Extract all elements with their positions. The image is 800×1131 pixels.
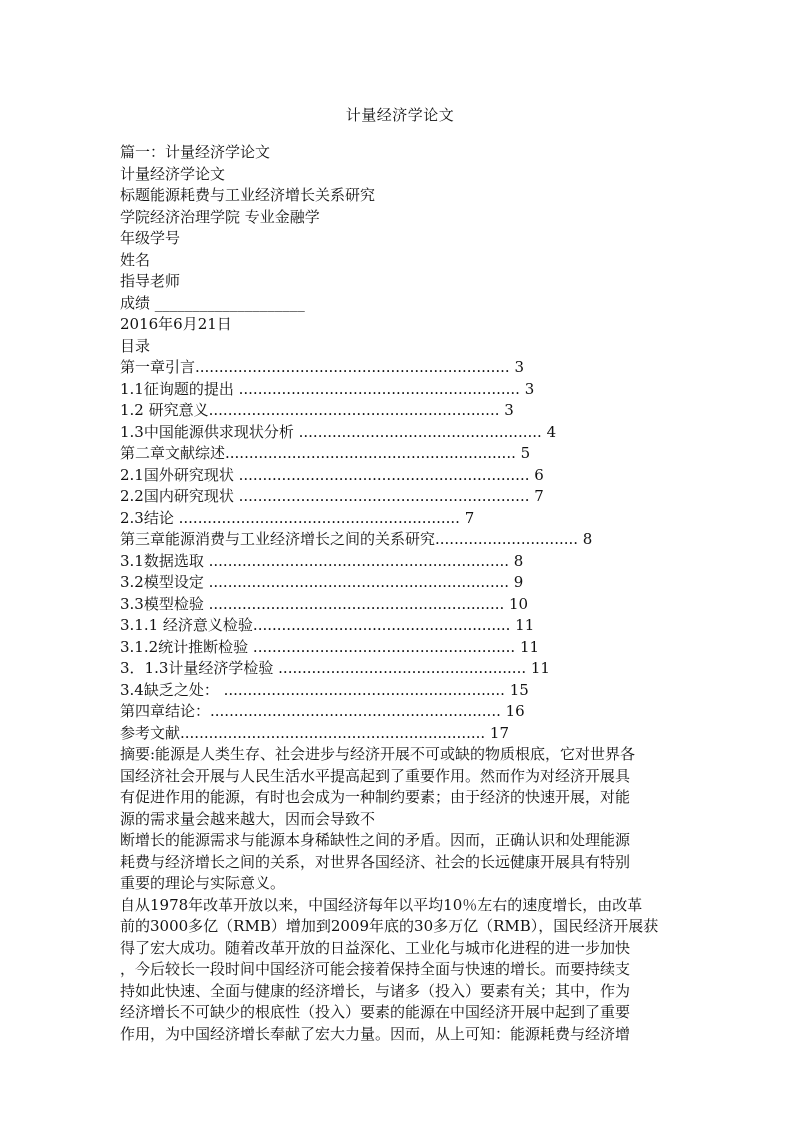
paper-title-line: 计量经济学论文 bbox=[120, 164, 226, 183]
toc-entry[interactable]: 2.1国外研究现状 ............................................................. 6 bbox=[120, 465, 544, 484]
topic-line: 标题能源耗费与工业经济增长关系研究 bbox=[120, 186, 376, 204]
body-line: 持如此快速、全面与健康的经济增长，与诸多（投入）要素有关；其中，作为 bbox=[120, 981, 631, 1000]
body-line: ，今后较长一段时间中国经济可能会接着保持全面与快速的增长。而要持续支 bbox=[120, 960, 631, 978]
advisor-line: 指导老师 bbox=[120, 272, 181, 290]
abstract-line: 摘要:能源是人类生存、社会进步与经济开展不可或缺的物质根底，它对世界各 bbox=[120, 745, 636, 763]
abstract-line: 断增长的能源需求与能源本身稀缺性之间的矛盾。因而，正确认识和处理能源 bbox=[120, 831, 631, 849]
toc-entry[interactable]: 第二章文献综述............................................................. 5 bbox=[120, 444, 531, 462]
toc-entry[interactable]: 1.1征询题的提出 ........................................................... 3 bbox=[120, 379, 535, 398]
toc-entry[interactable]: 3.4缺乏之处： ........................................................... 15 bbox=[120, 680, 529, 699]
toc-heading: 目录 bbox=[120, 336, 151, 355]
header-block bbox=[120, 142, 680, 357]
abstract-line: 重要的理论与实际意义。 bbox=[120, 874, 286, 892]
college-major-line: 学院经济治理学院 专业金融学 bbox=[120, 207, 320, 226]
toc-entry[interactable]: 参考文献................................................................ 17 bbox=[120, 723, 510, 742]
toc-entry[interactable]: 2.2国内研究现状 ............................................................. 7 bbox=[120, 487, 544, 505]
date-line: 2016年6月21日 bbox=[120, 315, 232, 333]
body-line: 经济增长不可缺少的根底性（投入）要素的能源在中国经济开展中起到了重要 bbox=[120, 1003, 631, 1021]
page-title: 计量经济学论文 bbox=[345, 106, 455, 124]
abstract-line: 国经济社会开展与人民生活水平提高起到了重要作用。然而作为对经济开展具 bbox=[120, 766, 631, 785]
toc-entry[interactable]: 3.1.2统计推断检验 ....................................................... 11 bbox=[120, 637, 540, 656]
body-line: 作用，为中国经济增长奉献了宏大力量。因而，从上可知：能源耗费与经济增 bbox=[120, 1024, 631, 1043]
section-heading: 篇一：计量经济学论文 bbox=[120, 143, 271, 161]
table-of-contents bbox=[120, 357, 680, 744]
body-line: 自从1978年改革开放以来，中国经济每年以平均10％左右的速度增长，由改革 bbox=[120, 895, 643, 914]
body-paragraph bbox=[120, 895, 680, 1046]
toc-entry[interactable]: 1.3中国能源供求现状分析 ................................................... 4 bbox=[120, 422, 557, 441]
body-line: 得了宏大成功。随着改革开放的日益深化、工业化与城市化进程的进一步加快 bbox=[120, 938, 631, 957]
toc-entry[interactable]: 第三章能源消费与工业经济增长之间的关系研究.............................. 8 bbox=[120, 530, 593, 548]
abstract-paragraph bbox=[120, 744, 680, 895]
body-line: 前的3000多亿（RMB）增加到2009年底的30多万亿（RMB），国民经济开展获 bbox=[120, 917, 659, 935]
toc-entry[interactable]: 3.2模型设定 ............................................................... 9 bbox=[120, 573, 524, 591]
toc-entry[interactable]: 1.2 研究意义............................................................. 3 bbox=[120, 401, 514, 419]
toc-entry[interactable]: 3.1.1 经济意义检验...................................................... 11 bbox=[120, 616, 535, 634]
toc-entry[interactable]: 第四章结论：............................................................. 16 bbox=[120, 702, 525, 720]
toc-entry[interactable]: 3．1.3计量经济学检验 .................................................... 11 bbox=[120, 659, 550, 677]
document-body bbox=[120, 142, 680, 1045]
toc-entry[interactable]: 3.1数据选取 ............................................................... 8 bbox=[120, 551, 524, 570]
abstract-line: 源的需求量会越来越大，因而会导致不 bbox=[120, 809, 376, 828]
grade-id-line: 年级学号 bbox=[120, 229, 181, 247]
toc-entry[interactable]: 3.3模型检验 .............................................................. 10 bbox=[120, 594, 529, 613]
name-line: 姓名 bbox=[120, 250, 151, 269]
toc-entry[interactable]: 第一章引言.................................................................. 3 bbox=[120, 358, 525, 376]
toc-entry[interactable]: 2.3结论 ........................................................... 7 bbox=[120, 508, 475, 527]
abstract-line: 耗费与经济增长之间的关系，对世界各国经济、社会的长远健康开展具有特别 bbox=[120, 852, 631, 871]
score-line: 成绩 ____________________ bbox=[120, 293, 305, 312]
abstract-line: 有促进作用的能源，有时也会成为一种制约要素；由于经济的快速开展，对能 bbox=[120, 788, 631, 806]
